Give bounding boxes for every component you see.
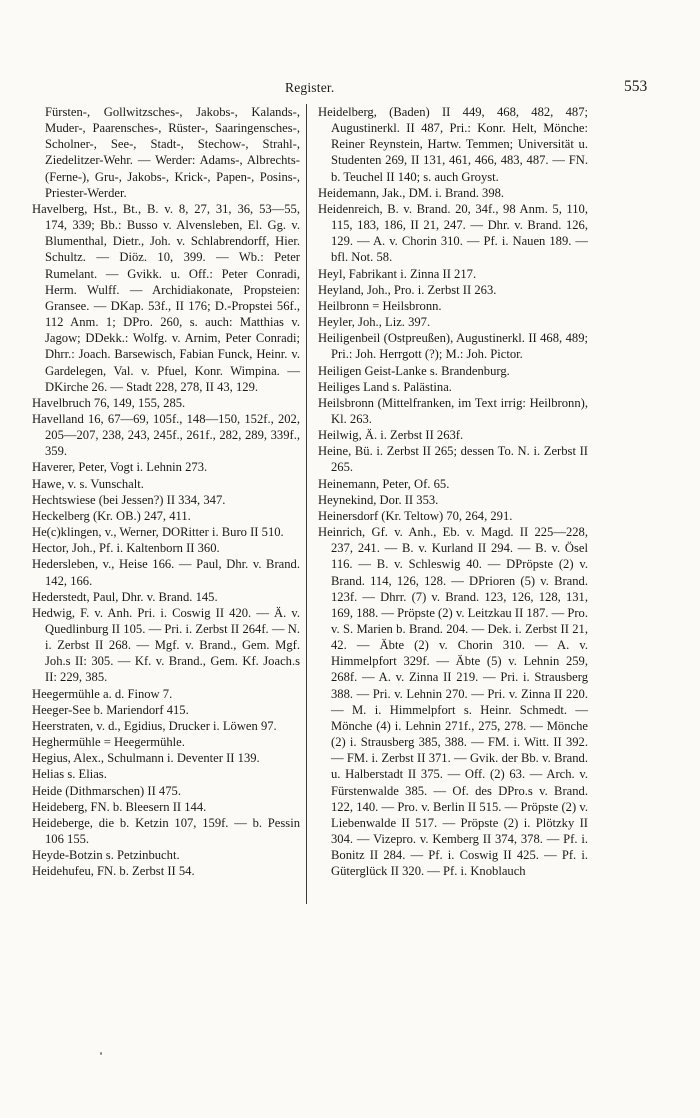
- register-entry: Heyl, Fabrikant i. Zinna II 217.: [318, 266, 477, 281]
- register-entry: Hegius, Alex., Schulmann i. Deventer II 139.: [32, 751, 260, 766]
- register-entry: Heidenreich, B. v. Brand. 20, 34f., 98 Anm. 5, 110, 115, 183, 186, II 21, 247. — Dhr. v. Brand. 126, 129. — A. v. Chorin 310. — Pf. i. Nauen 189. — bfl. Not. 58.: [318, 201, 588, 265]
- register-entry: Heegermühle a. d. Finow 7.: [32, 686, 173, 701]
- register-entry: Hawe, v. s. Vunschalt.: [32, 476, 144, 491]
- register-entry: Heckelberg (Kr. OB.) 247, 411.: [32, 508, 191, 523]
- column-divider: [306, 104, 307, 904]
- page-number: 553: [624, 78, 648, 95]
- register-entry: Heinersdorf (Kr. Teltow) 70, 264, 291.: [318, 508, 513, 523]
- register-entry: Heiligen Geist-Lanke s. Brandenburg.: [318, 363, 510, 378]
- left-column: [32, 104, 300, 880]
- register-entry: Heilwig, Ä. i. Zerbst II 263f.: [318, 428, 464, 443]
- register-entry: Heideberg, FN. b. Bleesern II 144.: [32, 799, 207, 814]
- register-entry: Heyde-Botzin s. Petzinbucht.: [32, 848, 180, 863]
- register-entry: Heidelberg, (Baden) II 449, 468, 482, 487; Augustinerkl. II 487, Pri.: Konr. Helt, Mönche: Reiner Reynstein, Hartw. Temmen; Universität u. Studenten 269, II 131, 461, 466, 483, 487. — FN. b. Teuchel II 140; s. auch Groyst.: [318, 105, 588, 184]
- register-entry: Heeger-See b. Mariendorf 415.: [32, 702, 189, 717]
- register-entry: Heine, Bü. i. Zerbst II 265; dessen To. N. i. Zerbst II 265.: [318, 444, 588, 475]
- right-column: [318, 104, 588, 880]
- register-entry: Heynekind, Dor. II 353.: [318, 492, 439, 507]
- scan-speck: [100, 1052, 102, 1055]
- register-entry: Heinrich, Gf. v. Anh., Eb. v. Magd. II 225—228, 237, 241. — B. v. Kurland II 294. — B. v. Ösel 116. — B. v. Schleswig 40. — DPröpste (2) v. Brand. 114, 126, 128. — DPrioren (5) v. Brand. 123f. — Dhrr. (7) v. Brand. 123, 126, 128, 131, 169, 188. — Pröpste (2) v. Leitzkau II 187. — Pro. v. S. Marien b. Brand. 204. — Dek. i. Zerbst II 21, 42. — Äbte (2) v. Chorin 310. — A. v. Himmelpfort 329f. — Äbte (5) v. Lehnin 259, 268f. — A. v. Zinna II 219. — Pri. i. Strausberg 388. — Pri. v. Lehnin 270. — Pri. v. Zinna II 220. — M. i. Himmelpfort s. Heinr. Schmedt. — Mönche (4) i. Lehnin 271f., 275, 278. — Mönche (2) i. Strausberg 385, 388. — FM. i. Witt. II 392. — FM. i. Zerbst II 371. — Gvik. der Bb. v. Brand. u. Halberstadt II 375. — Off. (2) 63. — Arch. v. Fürstenwalde 385. — Of. des DPro.s v. Brand. 122, 140. — Pro. v. Berlin II 515. — Pröpste (2) v. Liebenwalde II 517. — Pröpste (2) i. Plötzky II 304. — Vizepro. v. Kemberg II 374, 378. — Pf. i. Bonitz II 284. — Pf. i. Coswig II 425. — Pf. i. Güterglück II 320. — Pf. i. Knoblauch: [318, 525, 588, 879]
- register-entry: Hector, Joh., Pf. i. Kaltenborn II 360.: [32, 541, 220, 556]
- register-entry: Heiligenbeil (Ostpreußen), Augustinerkl. II 468, 489; Pri.: Joh. Herrgott (?); M.: Joh. Pictor.: [318, 331, 588, 362]
- register-entry: Hederstedt, Paul, Dhr. v. Brand. 145.: [32, 589, 218, 604]
- register-entry: Hechtswiese (bei Jessen?) II 334, 347.: [32, 492, 226, 507]
- register-entry: Haverer, Peter, Vogt i. Lehnin 273.: [32, 460, 208, 475]
- register-entry: Havelland 16, 67—69, 105f., 148—150, 152f., 202, 205—207, 238, 243, 245f., 261f., 282, 289, 339f., 359.: [32, 411, 300, 459]
- register-entry: Hedersleben, v., Heise 166. — Paul, Dhr. v. Brand. 142, 166.: [32, 557, 300, 588]
- register-entry: He(c)klingen, v., Werner, DORitter i. Buro II 510.: [32, 525, 284, 540]
- register-entry: Heiliges Land s. Palästina.: [318, 379, 452, 394]
- register-entry: Heilbronn = Heilsbronn.: [318, 298, 442, 313]
- register-entry: Heyland, Joh., Pro. i. Zerbst II 263.: [318, 282, 497, 297]
- register-entry: Heinemann, Peter, Of. 65.: [318, 476, 450, 491]
- register-entry: Heyler, Joh., Liz. 397.: [318, 315, 431, 330]
- register-entry: Heideberge, die b. Ketzin 107, 159f. — b. Pessin 106 155.: [32, 815, 300, 847]
- register-entry: Heidehufeu, FN. b. Zerbst II 54.: [32, 864, 195, 879]
- register-entry: Havelberg, Hst., Bt., B. v. 8, 27, 31, 36, 53—55, 174, 339; Bb.: Busso v. Alvensleben, El. Gg. v. Blumenthal, Dietr., Joh. v. Schlabrendorff, Hier. Schultz. — Diöz. 10, 399. — Wb.: Peter Rumelant. — Gvikk. u. Off.: Peter Conradi, Herm. Wulff. — Archidiakonate, Propsteien: Gransee. — DKap. 53f., II 176; D.-Propstei 56f., 112 Anm. 1; DPro. 260, s. auch: Matthias v. Jagow; DDekk.: Wolfg. v. Arnim, Peter Conradi; Dhrr.: Joach. Barsewisch, Fabian Funck, Heinr. v. Gardelegen, Val. v. Pfuel, Konr. Wimpina. — DKirche 26. — Stadt 228, 278, II 43, 129.: [32, 201, 300, 394]
- register-entry: Fürsten-, Gollwitzsches-, Jakobs-, Kalands-, Muder-, Paarensches-, Rüster-, Saaringensches-, Scholner-, See-, Stadt-, Stechow-, Strahl-, Ziedelitzer-Wehr. — Werder: Adams-, Albrechts- (Ferne-), Gru-, Jakobs-, Krick-, Papen-, Posins-, Priester-Werder.: [45, 105, 300, 200]
- register-entry: Havelbruch 76, 149, 155, 285.: [32, 395, 186, 410]
- register-entry: Heghermühle = Heegermühle.: [32, 735, 185, 750]
- register-entry: Heide (Dithmarschen) II 475.: [32, 783, 181, 798]
- register-entry: Heilsbronn (Mittelfranken, im Text irrig: Heilbronn), Kl. 263.: [318, 395, 588, 426]
- register-entry: Hedwig, F. v. Anh. Pri. i. Coswig II 420. — Ä. v. Quedlinburg II 105. — Pri. i. Zerbst II 264f. — N. i. Zerbst II 268. — Mgf. v. Brand., Gem. Mgf. Joh.s II: 305. — Kf. v. Brand., Gem. Kf. Joach.s II: 229, 385.: [32, 605, 300, 685]
- register-entry: Heerstraten, v. d., Egidius, Drucker i. Löwen 97.: [32, 718, 277, 733]
- register-entry: Heidemann, Jak., DM. i. Brand. 398.: [318, 185, 505, 200]
- running-head: Register.: [285, 80, 335, 95]
- register-entry: Helias s. Elias.: [32, 767, 107, 782]
